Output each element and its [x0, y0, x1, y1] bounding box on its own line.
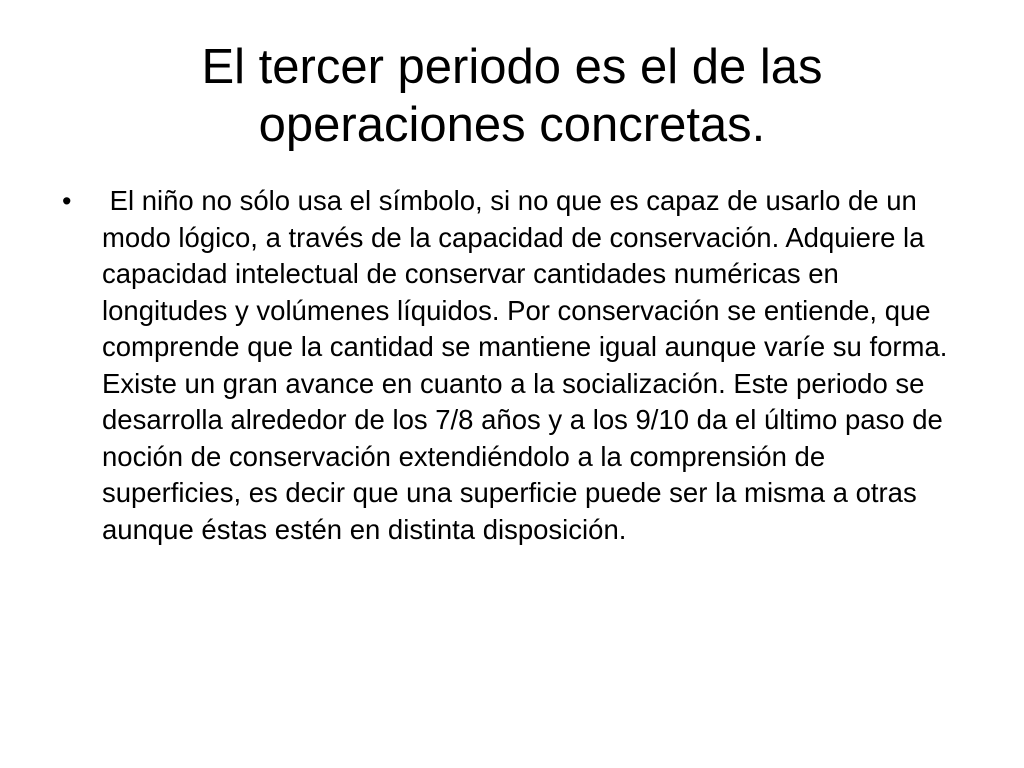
bullet-list — [62, 183, 962, 548]
bullet-text: El niño no sólo usa el símbolo, si no que es capaz de usarlo de un modo lógico, a través de la capacidad de conservación. Adquiere la capacidad intelectual de conservar cantidades numéricas en longitudes y volúmenes líquidos. Por conservación se entiende, que comprende que la cantidad se mantiene igual aunque varíe su forma. Existe un gran avance en cuanto a la socialización. Este periodo se desarrolla alrededor de los 7/8 años y a los 9/10 da el último paso de noción de conservación extendiéndolo a la comprensión de superficies, es decir que una superficie puede ser la misma a otras aunque éstas estén en distinta disposición. — [102, 185, 956, 545]
slide-title: El tercer periodo es el de las operaciones concretas. — [201, 40, 823, 152]
bullet-item — [62, 183, 962, 548]
bullet-marker: • — [62, 186, 72, 216]
